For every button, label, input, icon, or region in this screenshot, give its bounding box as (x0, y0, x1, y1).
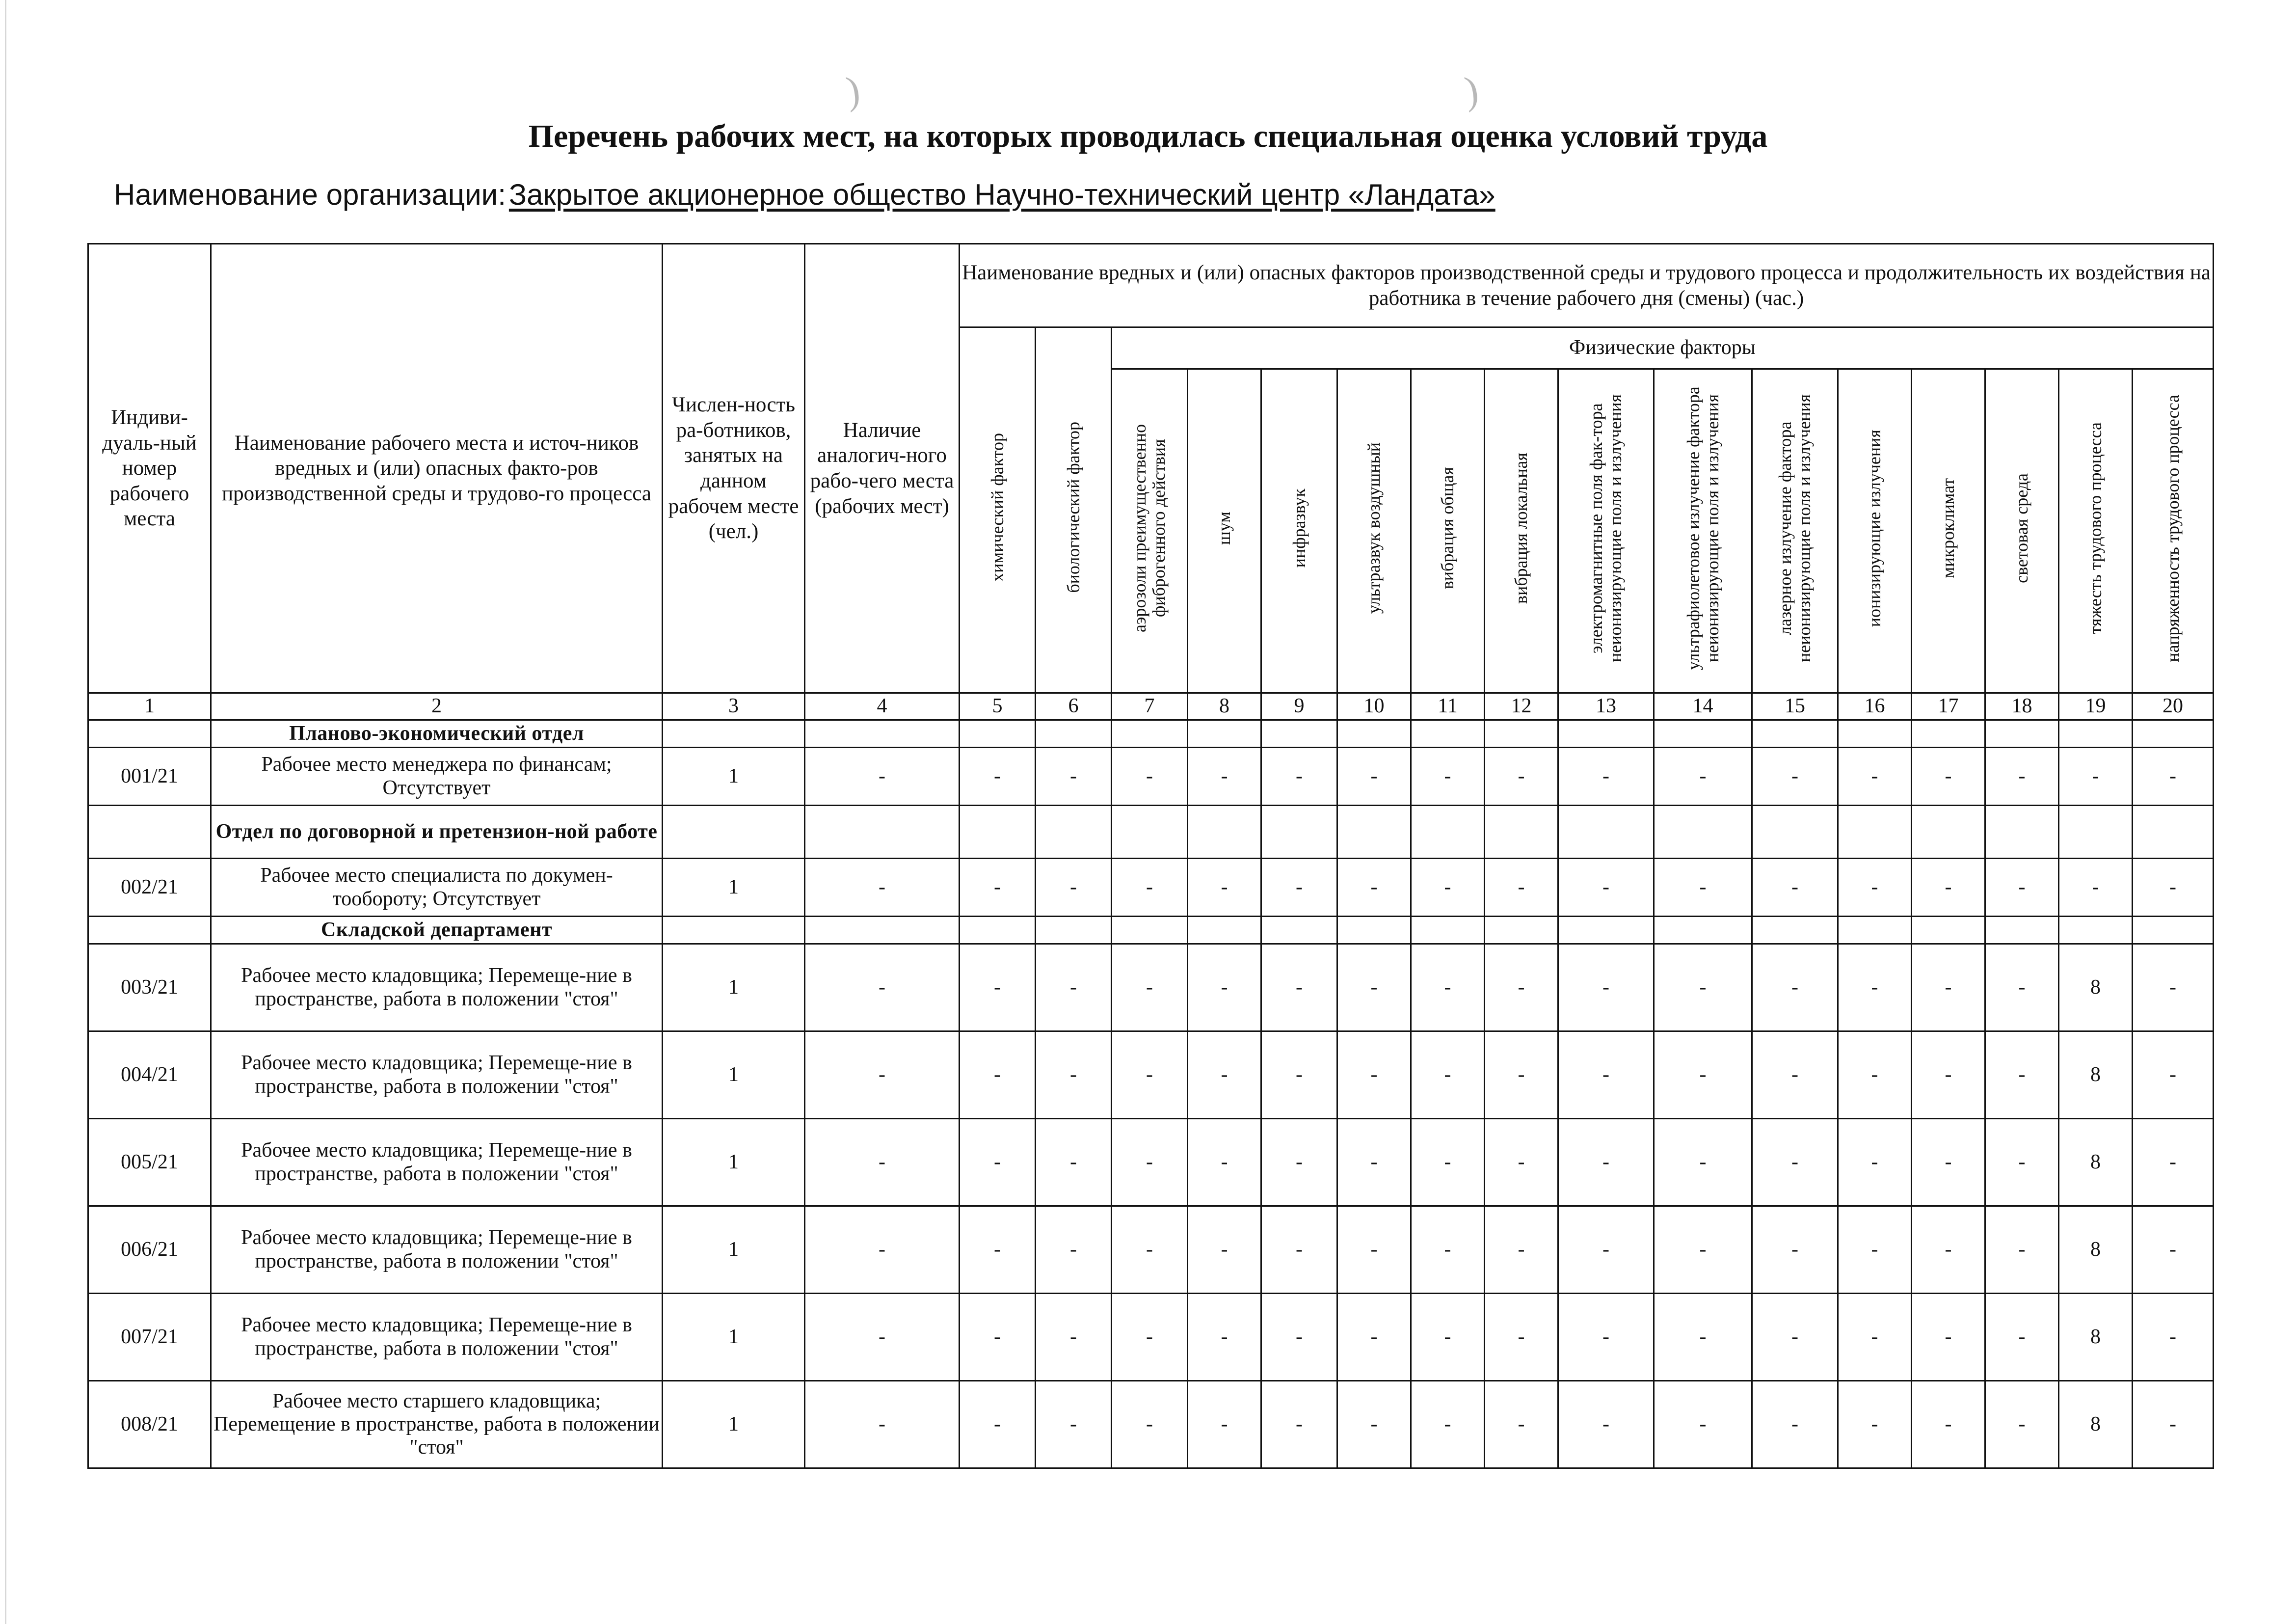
empty-cell (1036, 720, 1112, 748)
header-factor: световая среда (1985, 369, 2059, 693)
factor-value: - (1485, 748, 1558, 806)
empty-cell (1912, 720, 1985, 748)
column-number: 15 (1752, 693, 1838, 720)
workplace-code: 006/21 (88, 1206, 211, 1294)
factor-value: - (1261, 1206, 1337, 1294)
header-factor: электромагнитные поля фак-тора неионизирующие поля и излучения (1558, 369, 1654, 693)
factor-value: - (1912, 944, 1985, 1031)
column-number: 8 (1188, 693, 1261, 720)
empty-cell (2133, 720, 2214, 748)
worker-count: 1 (663, 1381, 805, 1468)
workplace-code: 002/21 (88, 859, 211, 917)
organization-label: Наименование организации: (114, 178, 506, 211)
worker-count: 1 (663, 1294, 805, 1381)
column-number: 16 (1838, 693, 1912, 720)
empty-cell (1261, 806, 1337, 859)
factor-value: - (1485, 944, 1558, 1031)
column-number-row (88, 693, 2214, 720)
empty-cell (960, 917, 1036, 944)
empty-cell (88, 917, 211, 944)
column-number: 17 (1912, 693, 1985, 720)
empty-cell (2133, 917, 2214, 944)
factor-value: - (1261, 859, 1337, 917)
worker-count: 1 (663, 859, 805, 917)
factor-value: - (1411, 1206, 1485, 1294)
empty-cell (1654, 806, 1752, 859)
empty-cell (1654, 917, 1752, 944)
analog-workplace: - (805, 1031, 960, 1119)
factor-value: - (1112, 1294, 1188, 1381)
factor-value: - (1188, 944, 1261, 1031)
factor-value: - (1485, 1031, 1558, 1119)
factor-value: - (1838, 1381, 1912, 1468)
empty-cell (1188, 720, 1261, 748)
workplace-code: 003/21 (88, 944, 211, 1031)
factor-value: - (1411, 859, 1485, 917)
factor-value: - (1411, 1294, 1485, 1381)
factor-value: - (1838, 1031, 1912, 1119)
factor-value: - (1261, 1119, 1337, 1206)
factor-value: - (1485, 1206, 1558, 1294)
factor-value: - (1654, 748, 1752, 806)
factor-value: - (1654, 944, 1752, 1031)
factor-value: - (960, 944, 1036, 1031)
table-row (88, 1381, 2214, 1468)
factor-value: - (1188, 1031, 1261, 1119)
factor-value: - (1912, 748, 1985, 806)
analog-workplace: - (805, 748, 960, 806)
workplace-name: Рабочее место кладовщика; Перемеще-ние в пространстве, работа в положении "стоя" (211, 1206, 663, 1294)
factor-value: - (1485, 1381, 1558, 1468)
workplace-name: Рабочее место кладовщика; Перемеще-ние в пространстве, работа в положении "стоя" (211, 1294, 663, 1381)
empty-cell (2059, 917, 2133, 944)
factor-value: - (1838, 1119, 1912, 1206)
empty-cell (1036, 917, 1112, 944)
header-factor: напряженность трудового процесса (2133, 369, 2214, 693)
factor-value: - (2059, 859, 2133, 917)
factor-value: - (1337, 1206, 1411, 1294)
factor-value: - (2133, 1206, 2214, 1294)
factor-value: 8 (2059, 1206, 2133, 1294)
factor-value: - (2133, 1031, 2214, 1119)
factor-value: - (1411, 748, 1485, 806)
column-number: 7 (1112, 693, 1188, 720)
empty-cell (1261, 917, 1337, 944)
column-number: 10 (1337, 693, 1411, 720)
factor-value: - (1985, 1206, 2059, 1294)
factor-value: - (1654, 1119, 1752, 1206)
empty-cell (1188, 806, 1261, 859)
factor-value: - (1752, 1294, 1838, 1381)
worker-count: 1 (663, 1119, 805, 1206)
factor-value: - (1838, 944, 1912, 1031)
factor-value: - (1112, 1381, 1188, 1468)
factor-value: - (1752, 1206, 1838, 1294)
empty-cell (1112, 917, 1188, 944)
factor-value: - (1752, 859, 1838, 917)
column-number: 18 (1985, 693, 2059, 720)
workplace-name: Рабочее место старшего кладовщика; Перемещение в пространстве, работа в положении "стоя" (211, 1381, 663, 1468)
empty-cell (1261, 720, 1337, 748)
factor-value: - (1654, 1381, 1752, 1468)
header-workplace-number: Индиви-дуаль-ный номер рабочего места (88, 244, 211, 693)
empty-cell (1985, 806, 2059, 859)
factor-value: - (960, 748, 1036, 806)
factor-value: - (1411, 1381, 1485, 1468)
factor-value: - (1261, 1381, 1337, 1468)
empty-cell (2133, 806, 2214, 859)
factor-value: - (1337, 944, 1411, 1031)
factor-value: - (1261, 1031, 1337, 1119)
header-factor: ультрафиолетовое излучение фактора неионизирующие поля и излучения (1654, 369, 1752, 693)
empty-cell (663, 720, 805, 748)
empty-cell (1752, 917, 1838, 944)
header-worker-count: Числен-ность ра-ботников, занятых на данном рабочем месте (чел.) (663, 244, 805, 693)
empty-cell (1485, 720, 1558, 748)
factor-value: - (960, 1119, 1036, 1206)
factor-value: - (960, 1381, 1036, 1468)
workplace-name: Рабочее место кладовщика; Перемеще-ние в пространстве, работа в положении "стоя" (211, 1031, 663, 1119)
factor-value: - (1912, 859, 1985, 917)
factor-value: - (1036, 1381, 1112, 1468)
empty-cell (1752, 720, 1838, 748)
factor-value: - (1188, 748, 1261, 806)
factor-value: - (1558, 859, 1654, 917)
empty-cell (1411, 806, 1485, 859)
factor-value: - (1654, 1206, 1752, 1294)
empty-cell (1985, 917, 2059, 944)
header-factor: шум (1188, 369, 1261, 693)
empty-cell (1337, 806, 1411, 859)
factor-value: - (1337, 1381, 1411, 1468)
factor-value: - (1337, 1119, 1411, 1206)
table-row (88, 1031, 2214, 1119)
factor-value: - (1985, 1031, 2059, 1119)
header-physical-factors: Физические факторы (1112, 327, 2214, 369)
factor-value: - (1485, 1119, 1558, 1206)
table-row (88, 1294, 2214, 1381)
column-number: 14 (1654, 693, 1752, 720)
table-row (88, 1119, 2214, 1206)
factor-value: - (1188, 1119, 1261, 1206)
header-factor: ионизирующие излучения (1838, 369, 1912, 693)
factor-value: - (1985, 1381, 2059, 1468)
empty-cell (805, 806, 960, 859)
workplace-name: Рабочее место специалиста по докумен-тообороту; Отсутствует (211, 859, 663, 917)
worker-count: 1 (663, 1206, 805, 1294)
factor-value: - (1036, 944, 1112, 1031)
header-factor: аэрозоли преимущественно фиброгенного действия (1112, 369, 1188, 693)
factor-value: - (1912, 1381, 1985, 1468)
factor-value: - (1558, 1294, 1654, 1381)
factor-value: - (1558, 1119, 1654, 1206)
factor-value: - (1036, 1206, 1112, 1294)
empty-cell (88, 806, 211, 859)
factor-value: - (1985, 748, 2059, 806)
factor-value: - (1838, 748, 1912, 806)
empty-cell (805, 917, 960, 944)
analog-workplace: - (805, 1294, 960, 1381)
empty-cell (1112, 720, 1188, 748)
empty-cell (663, 806, 805, 859)
header-factor: химический фактор (960, 327, 1036, 693)
factor-value: - (1337, 859, 1411, 917)
analog-workplace: - (805, 1119, 960, 1206)
factor-value: - (1188, 1294, 1261, 1381)
factor-value: - (2133, 1381, 2214, 1468)
factor-value: - (1485, 859, 1558, 917)
header-factor: вибрация общая (1411, 369, 1485, 693)
empty-cell (1558, 720, 1654, 748)
empty-cell (1558, 806, 1654, 859)
column-number: 1 (88, 693, 211, 720)
empty-cell (1838, 720, 1912, 748)
worker-count: 1 (663, 1031, 805, 1119)
factor-value: 8 (2059, 1031, 2133, 1119)
factor-value: - (960, 1031, 1036, 1119)
empty-cell (1036, 806, 1112, 859)
analog-workplace: - (805, 1381, 960, 1468)
factor-value: - (1985, 859, 2059, 917)
empty-cell (1485, 806, 1558, 859)
empty-cell (1188, 917, 1261, 944)
column-number: 12 (1485, 693, 1558, 720)
factor-value: - (1261, 748, 1337, 806)
empty-cell (1558, 917, 1654, 944)
header-factor: тяжесть трудового процесса (2059, 369, 2133, 693)
empty-cell (1752, 806, 1838, 859)
factor-value: - (1188, 859, 1261, 917)
section-row (88, 720, 2214, 748)
organization-line (114, 178, 1515, 212)
factor-value: - (1654, 1294, 1752, 1381)
empty-cell (1337, 720, 1411, 748)
section-title: Отдел по договорной и претензион-ной работе (211, 806, 663, 859)
header-factor: микроклимат (1912, 369, 1985, 693)
factor-value: - (1912, 1206, 1985, 1294)
worker-count: 1 (663, 944, 805, 1031)
factor-value: - (1838, 859, 1912, 917)
factor-value: - (1654, 1031, 1752, 1119)
workplace-code: 004/21 (88, 1031, 211, 1119)
factor-value: - (1036, 1294, 1112, 1381)
section-title: Планово-экономический отдел (211, 720, 663, 748)
column-number: 13 (1558, 693, 1654, 720)
empty-cell (663, 917, 805, 944)
column-number: 2 (211, 693, 663, 720)
table-row (88, 944, 2214, 1031)
factor-value: - (1985, 1119, 2059, 1206)
factor-value: - (1036, 1119, 1112, 1206)
table-row (88, 1206, 2214, 1294)
analog-workplace: - (805, 859, 960, 917)
factor-value: - (960, 859, 1036, 917)
analog-workplace: - (805, 944, 960, 1031)
header-factor: лазерное излучение фактора неионизирующие поля и излучения (1752, 369, 1838, 693)
factor-value: - (1188, 1206, 1261, 1294)
factor-value: - (2059, 748, 2133, 806)
factor-value: - (1752, 1119, 1838, 1206)
factor-value: 8 (2059, 1381, 2133, 1468)
header-workplace-name: Наименование рабочего места и источ-ников вредных и (или) опасных факто-ров производственной среды и трудово-го процесса (211, 244, 663, 693)
punch-mark: ) (843, 68, 863, 113)
factor-value: - (1036, 859, 1112, 917)
scan-edge-shadow (5, 0, 6, 1624)
header-factor: вибрация локальная (1485, 369, 1558, 693)
factor-value: - (1838, 1206, 1912, 1294)
section-row (88, 917, 2214, 944)
empty-cell (1912, 806, 1985, 859)
factor-value: - (2133, 859, 2214, 917)
column-number: 11 (1411, 693, 1485, 720)
punch-mark: ) (1462, 68, 1481, 113)
header-factor: инфразвук (1261, 369, 1337, 693)
factor-value: - (1752, 944, 1838, 1031)
factor-value: - (1112, 859, 1188, 917)
empty-cell (1112, 806, 1188, 859)
empty-cell (805, 720, 960, 748)
factor-value: - (960, 1294, 1036, 1381)
factor-value: - (1752, 748, 1838, 806)
empty-cell (1838, 806, 1912, 859)
factor-value: - (1912, 1294, 1985, 1381)
workplace-name: Рабочее место менеджера по финансам; Отсутствует (211, 748, 663, 806)
factor-value: - (1261, 944, 1337, 1031)
factor-value: - (1112, 748, 1188, 806)
empty-cell (2059, 806, 2133, 859)
analog-workplace: - (805, 1206, 960, 1294)
factor-value: 8 (2059, 1294, 2133, 1381)
factor-value: - (1558, 748, 1654, 806)
empty-cell (2059, 720, 2133, 748)
factor-value: - (1112, 1119, 1188, 1206)
empty-cell (1985, 720, 2059, 748)
column-number: 3 (663, 693, 805, 720)
header-factor: биологический фактор (1036, 327, 1112, 693)
factor-value: 8 (2059, 1119, 2133, 1206)
empty-cell (1654, 720, 1752, 748)
factor-value: - (2133, 1294, 2214, 1381)
empty-cell (1411, 720, 1485, 748)
factor-value: - (1985, 1294, 2059, 1381)
column-number: 6 (1036, 693, 1112, 720)
factor-value: - (1337, 1294, 1411, 1381)
empty-cell (1337, 917, 1411, 944)
header-analog-workplace: Наличие аналогич-ного рабо-чего места (рабочих мест) (805, 244, 960, 693)
factor-value: - (1912, 1031, 1985, 1119)
factor-value: - (1558, 1031, 1654, 1119)
workplace-code: 008/21 (88, 1381, 211, 1468)
factor-value: - (1558, 1206, 1654, 1294)
factor-value: - (1112, 944, 1188, 1031)
factor-value: - (1337, 1031, 1411, 1119)
column-number: 19 (2059, 693, 2133, 720)
factor-value: - (1112, 1206, 1188, 1294)
factor-value: - (1261, 1294, 1337, 1381)
organization-name: Закрытое акционерное общество Научно-технический центр «Ландата» (508, 178, 1495, 211)
factor-value: - (1752, 1031, 1838, 1119)
factor-value: - (1985, 944, 2059, 1031)
factor-value: - (1411, 1119, 1485, 1206)
factor-value: - (2133, 1119, 2214, 1206)
empty-cell (960, 806, 1036, 859)
empty-cell (1485, 917, 1558, 944)
factor-value: - (1654, 859, 1752, 917)
section-row (88, 806, 2214, 859)
factor-value: - (960, 1206, 1036, 1294)
workplace-name: Рабочее место кладовщика; Перемеще-ние в пространстве, работа в положении "стоя" (211, 1119, 663, 1206)
section-title: Складской департамент (211, 917, 663, 944)
empty-cell (88, 720, 211, 748)
factor-value: - (1188, 1381, 1261, 1468)
table-row (88, 859, 2214, 917)
header-factor: ультразвук воздушный (1337, 369, 1411, 693)
empty-cell (1838, 917, 1912, 944)
column-number: 9 (1261, 693, 1337, 720)
header-factors-group: Наименование вредных и (или) опасных факторов производственной среды и трудового процесса и продолжительность их воздействия на работника в течение рабочего дня (смены) (час.) (960, 244, 2214, 327)
factor-value: - (1411, 944, 1485, 1031)
workplace-name: Рабочее место кладовщика; Перемеще-ние в пространстве, работа в положении "стоя" (211, 944, 663, 1031)
factor-value: - (1485, 1294, 1558, 1381)
table-row (88, 748, 2214, 806)
factor-value: - (1752, 1381, 1838, 1468)
empty-cell (1912, 917, 1985, 944)
empty-cell (960, 720, 1036, 748)
column-number: 5 (960, 693, 1036, 720)
workplace-code: 001/21 (88, 748, 211, 806)
factor-value: - (1411, 1031, 1485, 1119)
document-title: Перечень рабочих мест, на которых проводилась специальная оценка условий труда (528, 118, 1768, 154)
factor-value: - (1558, 944, 1654, 1031)
workplace-code: 007/21 (88, 1294, 211, 1381)
factor-value: - (1912, 1119, 1985, 1206)
workplaces-table (87, 243, 2214, 1469)
factor-value: - (1112, 1031, 1188, 1119)
factor-value: - (2133, 748, 2214, 806)
factor-value: - (2133, 944, 2214, 1031)
factor-value: - (1036, 1031, 1112, 1119)
factor-value: - (1337, 748, 1411, 806)
worker-count: 1 (663, 748, 805, 806)
factor-value: 8 (2059, 944, 2133, 1031)
column-number: 20 (2133, 693, 2214, 720)
column-number: 4 (805, 693, 960, 720)
factor-value: - (1838, 1294, 1912, 1381)
workplace-code: 005/21 (88, 1119, 211, 1206)
factor-value: - (1036, 748, 1112, 806)
factor-value: - (1558, 1381, 1654, 1468)
empty-cell (1411, 917, 1485, 944)
